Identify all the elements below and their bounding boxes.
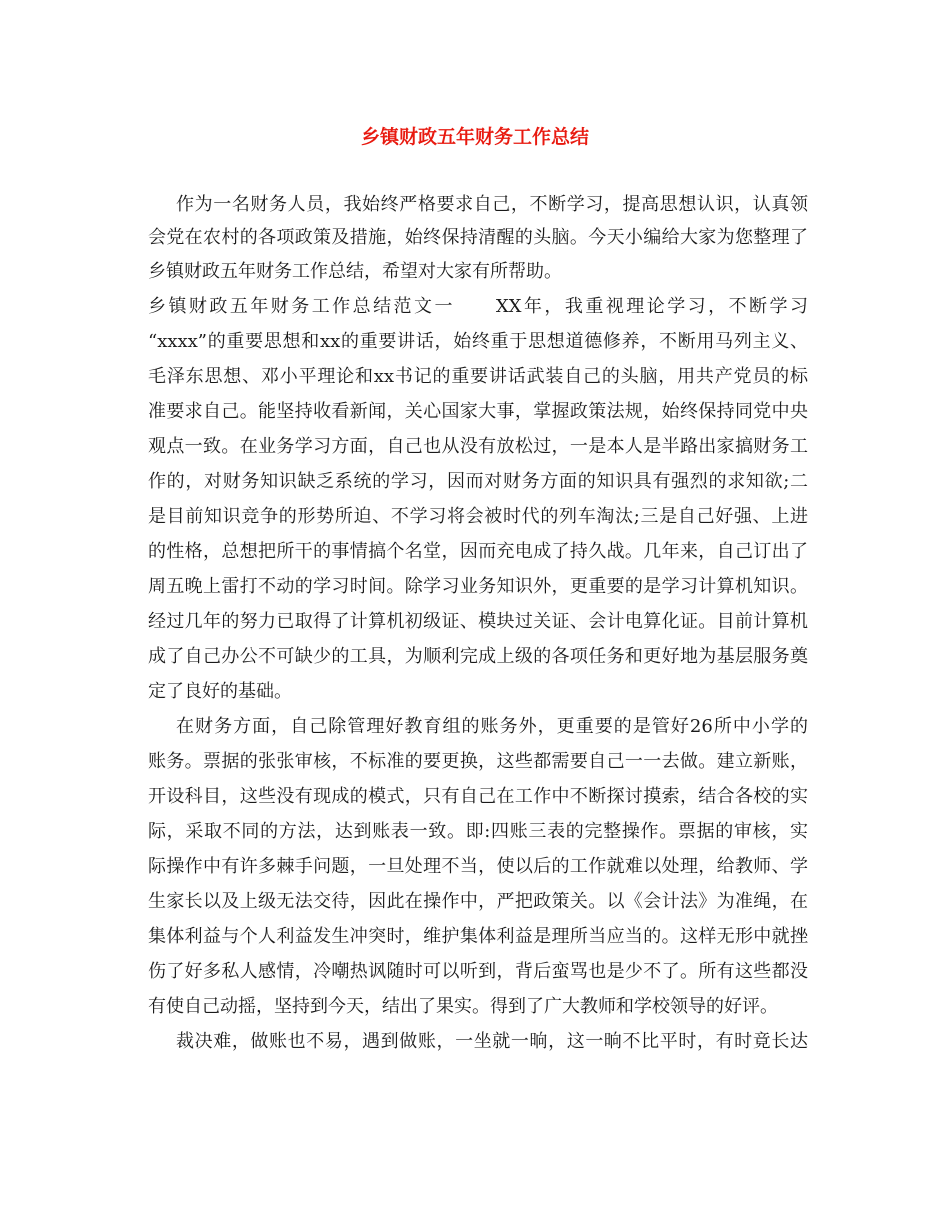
text-line: 乡镇财政五年财务工作总结范文一 XX年，我重视理论学习，不断学习 — [148, 296, 808, 317]
text-line: 成了自己办公不可缺少的工具，为顺利完成上级的各项任务和更好地为基层服务奠 — [148, 646, 808, 667]
text-line: “xxxx”的重要思想和xx的重要讲话，始终重于思想道德修养，不断用马列主义、 — [148, 331, 808, 352]
text-line: 作为一名财务人员，我始终严格要求自己，不断学习，提高思想认识，认真领 — [176, 194, 808, 215]
text-line: 毛泽东思想、邓小平理论和xx书记的重要讲话武装自己的头脑，用共产党员的标 — [148, 366, 808, 387]
text-line: 会党在农村的各项政策及措施，始终保持清醒的头脑。今天小编给大家为您整理了 — [148, 227, 808, 248]
text-line: 的性格，总想把所干的事情搞个名堂，因而充电成了持久战。几年来，自己订出了 — [148, 541, 808, 562]
text-line: 周五晚上雷打不动的学习时间。除学习业务知识外，更重要的是学习计算机知识。 — [148, 576, 808, 597]
text-line: 观点一致。在业务学习方面，自己也从没有放松过，一是本人是半路出家搞财务工 — [148, 436, 808, 457]
text-line: 开设科目，这些没有现成的模式，只有自己在工作中不断探讨摸索，结合各校的实 — [148, 786, 808, 807]
text-line: 定了良好的基础。 — [148, 681, 292, 702]
text-line: 际，采取不同的方法，达到账表一致。即:四账三表的完整操作。票据的审核，实 — [148, 821, 808, 842]
text-line: 是目前知识竞争的形势所迫、不学习将会被时代的列车淘汰;三是自己好强、上进 — [148, 506, 808, 527]
text-line: 际操作中有许多棘手问题，一旦处理不当，使以后的工作就难以处理，给教师、学 — [148, 856, 808, 877]
text-line: 生家长以及上级无法交待，因此在操作中，严把政策关。以《会计法》为准绳，在 — [148, 891, 808, 912]
text-line: 准要求自己。能坚持收看新闻，关心国家大事，掌握政策法规，始终保持同党中央 — [148, 401, 808, 422]
text-line: 乡镇财政五年财务工作总结，希望对大家有所帮助。 — [148, 261, 562, 282]
text-line: 集体利益与个人利益发生冲突时，维护集体利益是理所当应当的。这样无形中就挫 — [148, 926, 808, 947]
document-title: 乡镇财政五年财务工作总结 — [360, 126, 589, 148]
text-line: 经过几年的努力已取得了计算机初级证、模块过关证、会计电算化证。目前计算机 — [148, 611, 808, 632]
text-line: 伤了好多私人感情，冷嘲热讽随时可以听到，背后蛮骂也是少不了。所有这些都没 — [148, 961, 808, 982]
text-line: 账务。票据的张张审核，不标准的要更换，这些都需要自己一一去做。建立新账， — [148, 751, 808, 772]
text-line: 作的，对财务知识缺乏系统的学习，因而对财务方面的知识具有强烈的求知欲;二 — [148, 471, 808, 492]
text-line: 在财务方面，自己除管理好教育组的账务外，更重要的是管好26所中小学的 — [176, 716, 808, 737]
text-line: 裁决难，做账也不易，遇到做账，一坐就一晌，这一晌不比平时，有时竟长达 — [176, 1031, 808, 1052]
text-line: 有使自己动摇，坚持到今天，结出了果实。得到了广大教师和学校领导的好评。 — [148, 996, 778, 1017]
